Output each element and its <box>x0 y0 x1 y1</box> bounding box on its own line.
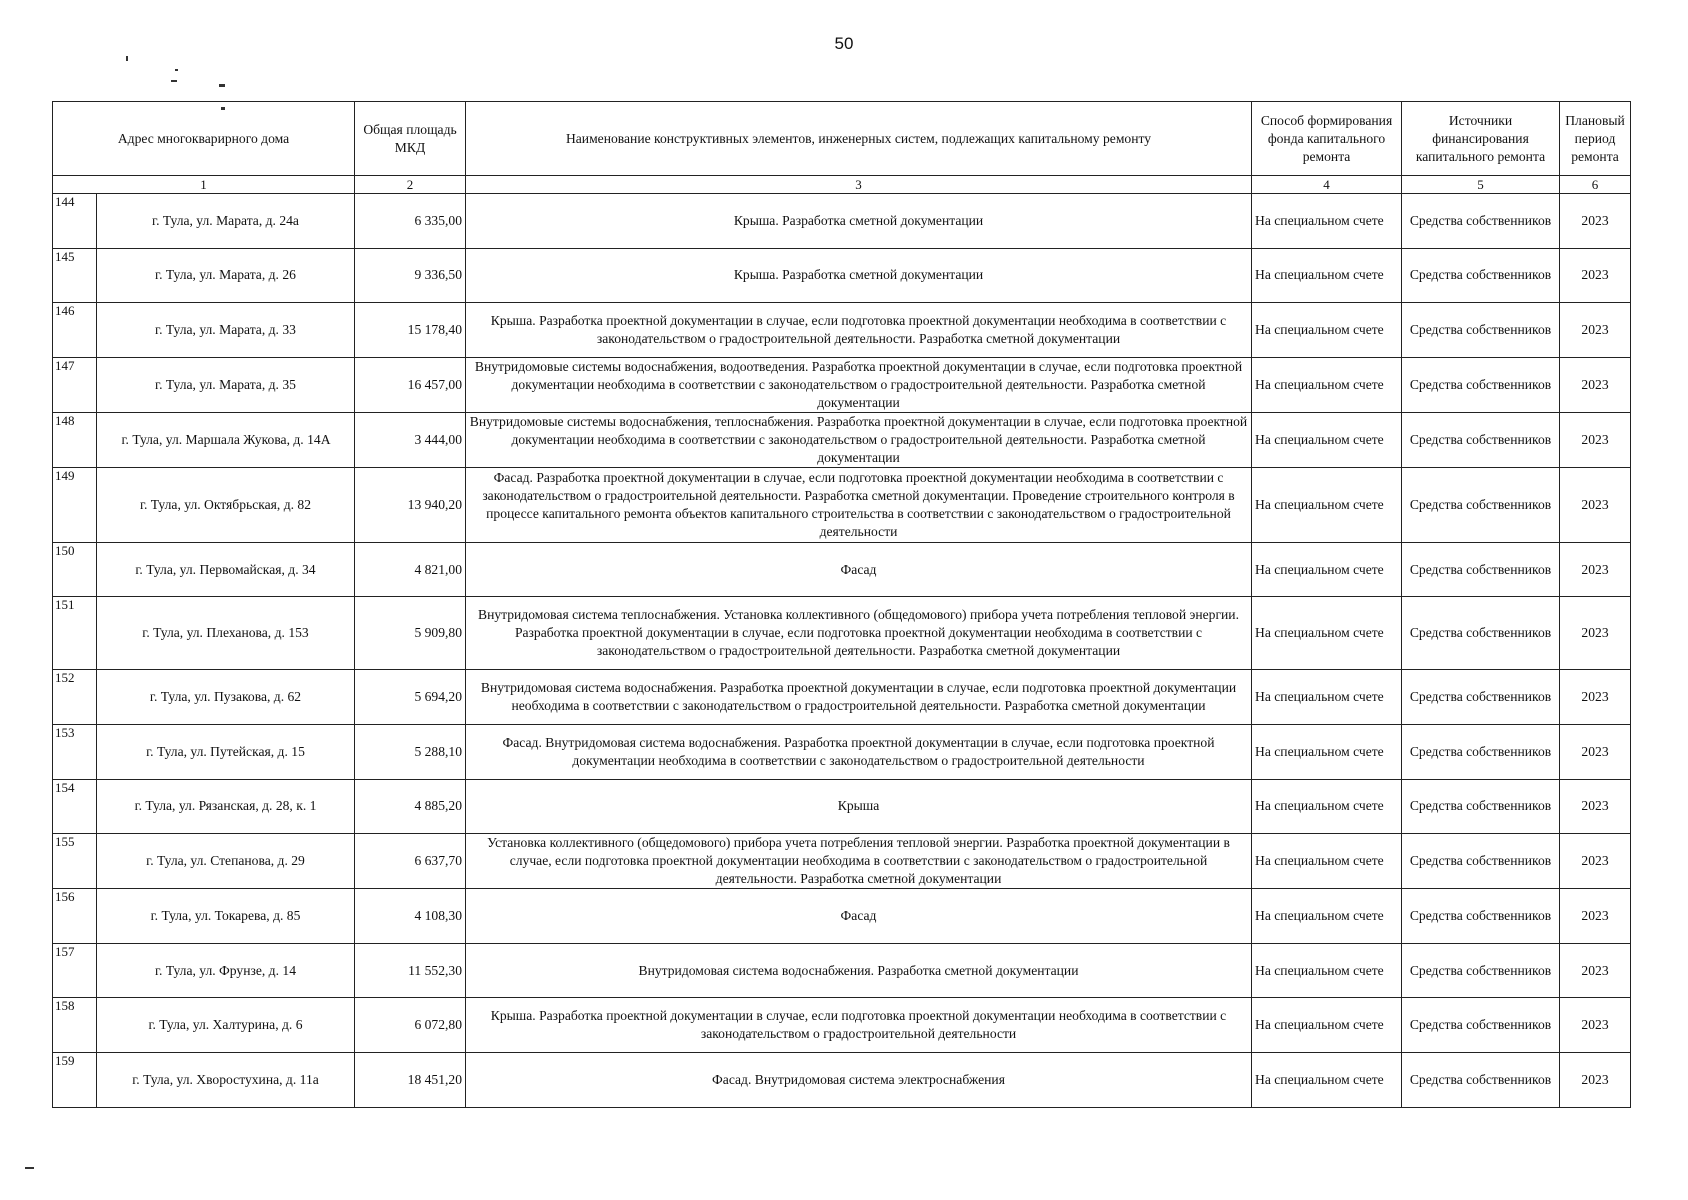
row-number: 151 <box>55 597 75 613</box>
address-cell: г. Тула, ул. Марата, д. 33 <box>97 303 355 358</box>
address-cell: г. Тула, ул. Марата, д. 35 <box>97 357 355 412</box>
area-cell: 4 821,00 <box>355 542 466 597</box>
work-cell: Внутридомовая система водоснабжения. Разработка проектной документации в случае, если подготовка проектной документации необходима в соответствии с законодательством о градостроительной деятельности. Разработка сметной документации <box>466 670 1252 725</box>
source-cell: Средства собственников <box>1402 779 1560 834</box>
address-cell: г. Тула, ул. Халтурина, д. 6 <box>97 998 355 1053</box>
address-cell: г. Тула, ул. Рязанская, д. 28, к. 1 <box>97 779 355 834</box>
source-cell: Средства собственников <box>1402 357 1560 412</box>
header-area: Общая площадь МКД <box>355 102 466 176</box>
table-row <box>53 834 1631 889</box>
area-cell: 13 940,20 <box>355 467 466 542</box>
area-cell: 5 288,10 <box>355 724 466 779</box>
row-number: 152 <box>55 670 75 686</box>
work-cell: Крыша. Разработка проектной документации в случае, если подготовка проектной документации необходима в соответствии с законодательством о градостроительной деятельности <box>466 998 1252 1053</box>
work-cell: Фасад. Внутридомовая система водоснабжения. Разработка проектной документации в случае, если подготовка проектной документации необходима в соответствии с законодательством о градостроительной деятельности <box>466 724 1252 779</box>
header-source: Источники финансирования капитального ремонта <box>1402 102 1560 176</box>
row-number-cell <box>53 779 97 834</box>
work-cell: Внутридомовые системы водоснабжения, водоотведения. Разработка проектной документации в случае, если подготовка проектной документации необходима в соответствии с законодательством о градостроительной деятельности. Разработка сметной документации <box>466 357 1252 412</box>
row-number-cell <box>53 303 97 358</box>
year-cell: 2023 <box>1560 412 1631 467</box>
header-address: Адрес многокварирного дома <box>53 102 355 176</box>
method-cell: На специальном счете <box>1252 834 1402 889</box>
year-cell: 2023 <box>1560 889 1631 944</box>
address-cell: г. Тула, ул. Маршала Жукова, д. 14А <box>97 412 355 467</box>
year-cell: 2023 <box>1560 670 1631 725</box>
address-cell: г. Тула, ул. Токарева, д. 85 <box>97 889 355 944</box>
method-cell: На специальном счете <box>1252 248 1402 303</box>
source-cell: Средства собственников <box>1402 194 1560 249</box>
row-number-cell <box>53 597 97 670</box>
address-cell: г. Тула, ул. Хворостухина, д. 11а <box>97 1052 355 1107</box>
method-cell: На специальном счете <box>1252 779 1402 834</box>
work-cell: Фасад. Внутридомовая система электроснабжения <box>466 1052 1252 1107</box>
column-number: 5 <box>1402 176 1560 194</box>
row-number-cell <box>53 357 97 412</box>
area-cell: 16 457,00 <box>355 357 466 412</box>
year-cell: 2023 <box>1560 542 1631 597</box>
area-cell: 5 909,80 <box>355 597 466 670</box>
column-number: 4 <box>1252 176 1402 194</box>
address-cell: г. Тула, ул. Плеханова, д. 153 <box>97 597 355 670</box>
method-cell: На специальном счете <box>1252 889 1402 944</box>
area-cell: 5 694,20 <box>355 670 466 725</box>
column-number: 2 <box>355 176 466 194</box>
address-cell: г. Тула, ул. Путейская, д. 15 <box>97 724 355 779</box>
page-number: 50 <box>834 34 854 53</box>
method-cell: На специальном счете <box>1252 357 1402 412</box>
source-cell: Средства собственников <box>1402 597 1560 670</box>
scan-speck <box>171 80 177 82</box>
area-cell: 9 336,50 <box>355 248 466 303</box>
method-cell: На специальном счете <box>1252 542 1402 597</box>
header-work: Наименование конструктивных элементов, инженерных систем, подлежащих капитальному ремонту <box>466 102 1252 176</box>
source-cell: Средства собственников <box>1402 542 1560 597</box>
address-cell: г. Тула, ул. Пузакова, д. 62 <box>97 670 355 725</box>
row-number: 148 <box>55 412 75 428</box>
table-row <box>53 597 1631 670</box>
area-cell: 18 451,20 <box>355 1052 466 1107</box>
work-cell: Фасад <box>466 889 1252 944</box>
source-cell: Средства собственников <box>1402 889 1560 944</box>
method-cell: На специальном счете <box>1252 597 1402 670</box>
address-cell: г. Тула, ул. Марата, д. 24а <box>97 194 355 249</box>
address-cell: г. Тула, ул. Марата, д. 26 <box>97 248 355 303</box>
year-cell: 2023 <box>1560 779 1631 834</box>
source-cell: Средства собственников <box>1402 1052 1560 1107</box>
method-cell: На специальном счете <box>1252 412 1402 467</box>
work-cell: Внутридомовая система теплоснабжения. Установка коллективного (общедомового) прибора учета потребления тепловой энергии. Разработка проектной документации в случае, если подготовка проектной документации необходима в соответствии с законодательством о градостроительной деятельности. Разработка сметной документации <box>466 597 1252 670</box>
work-cell: Фасад <box>466 542 1252 597</box>
work-cell: Внутридомовая система водоснабжения. Разработка сметной документации <box>466 943 1252 998</box>
table-row <box>53 542 1631 597</box>
method-cell: На специальном счете <box>1252 670 1402 725</box>
table-row <box>53 779 1631 834</box>
year-cell: 2023 <box>1560 194 1631 249</box>
table-row <box>53 724 1631 779</box>
row-number-cell <box>53 467 97 542</box>
area-cell: 11 552,30 <box>355 943 466 998</box>
year-cell: 2023 <box>1560 1052 1631 1107</box>
row-number-cell <box>53 998 97 1053</box>
source-cell: Средства собственников <box>1402 670 1560 725</box>
year-cell: 2023 <box>1560 303 1631 358</box>
row-number: 156 <box>55 889 75 905</box>
row-number: 157 <box>55 943 75 959</box>
table-row <box>53 357 1631 412</box>
column-number: 6 <box>1560 176 1631 194</box>
table-row <box>53 303 1631 358</box>
source-cell: Средства собственников <box>1402 303 1560 358</box>
area-cell: 6 335,00 <box>355 194 466 249</box>
work-cell: Крыша. Разработка сметной документации <box>466 194 1252 249</box>
method-cell: На специальном счете <box>1252 467 1402 542</box>
source-cell: Средства собственников <box>1402 943 1560 998</box>
row-number: 159 <box>55 1052 75 1068</box>
row-number: 144 <box>55 194 75 209</box>
area-cell: 3 444,00 <box>355 412 466 467</box>
work-cell: Крыша. Разработка сметной документации <box>466 248 1252 303</box>
address-cell: г. Тула, ул. Степанова, д. 29 <box>97 834 355 889</box>
table-row <box>53 194 1631 249</box>
column-number-row <box>53 176 1631 194</box>
source-cell: Средства собственников <box>1402 724 1560 779</box>
source-cell: Средства собственников <box>1402 248 1560 303</box>
work-cell: Крыша <box>466 779 1252 834</box>
table-row <box>53 412 1631 467</box>
source-cell: Средства собственников <box>1402 467 1560 542</box>
method-cell: На специальном счете <box>1252 943 1402 998</box>
row-number: 154 <box>55 779 75 795</box>
scan-speck <box>219 84 225 87</box>
source-cell: Средства собственников <box>1402 412 1560 467</box>
row-number-cell <box>53 889 97 944</box>
source-cell: Средства собственников <box>1402 998 1560 1053</box>
table-row <box>53 889 1631 944</box>
header-method: Способ формирования фонда капитального ремонта <box>1252 102 1402 176</box>
year-cell: 2023 <box>1560 943 1631 998</box>
row-number: 153 <box>55 724 75 740</box>
header-period: Плановый период ремонта <box>1560 102 1631 176</box>
address-cell: г. Тула, ул. Первомайская, д. 34 <box>97 542 355 597</box>
table-row <box>53 998 1631 1053</box>
row-number-cell <box>53 248 97 303</box>
year-cell: 2023 <box>1560 724 1631 779</box>
row-number: 149 <box>55 467 75 483</box>
row-number-cell <box>53 412 97 467</box>
scan-speck <box>175 69 178 71</box>
row-number: 146 <box>55 303 75 319</box>
table-row <box>53 248 1631 303</box>
table-row <box>53 943 1631 998</box>
capital-repair-table <box>52 101 1631 1108</box>
year-cell: 2023 <box>1560 467 1631 542</box>
address-cell: г. Тула, ул. Фрунзе, д. 14 <box>97 943 355 998</box>
year-cell: 2023 <box>1560 597 1631 670</box>
row-number: 147 <box>55 357 75 373</box>
area-cell: 6 637,70 <box>355 834 466 889</box>
method-cell: На специальном счете <box>1252 194 1402 249</box>
column-number: 1 <box>53 176 355 194</box>
year-cell: 2023 <box>1560 248 1631 303</box>
row-number: 150 <box>55 542 75 558</box>
row-number-cell <box>53 194 97 249</box>
header-row <box>53 102 1631 176</box>
area-cell: 15 178,40 <box>355 303 466 358</box>
row-number-cell <box>53 1052 97 1107</box>
address-cell: г. Тула, ул. Октябрьская, д. 82 <box>97 467 355 542</box>
year-cell: 2023 <box>1560 834 1631 889</box>
method-cell: На специальном счете <box>1252 724 1402 779</box>
row-number-cell <box>53 670 97 725</box>
row-number: 158 <box>55 998 75 1014</box>
method-cell: На специальном счете <box>1252 998 1402 1053</box>
table-row <box>53 467 1631 542</box>
table-row <box>53 670 1631 725</box>
scan-speck <box>25 1167 34 1169</box>
source-cell: Средства собственников <box>1402 834 1560 889</box>
year-cell: 2023 <box>1560 357 1631 412</box>
work-cell: Крыша. Разработка проектной документации в случае, если подготовка проектной документации необходима в соответствии с законодательством о градостроительной деятельности. Разработка сметной документации <box>466 303 1252 358</box>
row-number: 145 <box>55 248 75 264</box>
method-cell: На специальном счете <box>1252 1052 1402 1107</box>
row-number-cell <box>53 943 97 998</box>
scan-speck <box>126 56 128 61</box>
column-number: 3 <box>466 176 1252 194</box>
work-cell: Внутридомовые системы водоснабжения, теплоснабжения. Разработка проектной документации в случае, если подготовка проектной документации необходима в соответствии с законодательством о градостроительной деятельности. Разработка сметной документации <box>466 412 1252 467</box>
row-number-cell <box>53 724 97 779</box>
area-cell: 4 885,20 <box>355 779 466 834</box>
work-cell: Фасад. Разработка проектной документации в случае, если подготовка проектной документации необходима в соответствии с законодательством о градостроительной деятельности. Разработка сметной документации. Проведение строительного контроля в процессе капитального ремонта объектов капитального строительства в соответствии с законодательством о градостроительной деятельности <box>466 467 1252 542</box>
area-cell: 4 108,30 <box>355 889 466 944</box>
area-cell: 6 072,80 <box>355 998 466 1053</box>
row-number-cell <box>53 834 97 889</box>
work-cell: Установка коллективного (общедомового) прибора учета потребления тепловой энергии. Разработка проектной документации в случае, если подготовка проектной документации необходима в соответствии с законодательством о градостроительной деятельности. Разработка сметной документации <box>466 834 1252 889</box>
method-cell: На специальном счете <box>1252 303 1402 358</box>
table-row <box>53 1052 1631 1107</box>
row-number: 155 <box>55 834 75 850</box>
row-number-cell <box>53 542 97 597</box>
year-cell: 2023 <box>1560 998 1631 1053</box>
